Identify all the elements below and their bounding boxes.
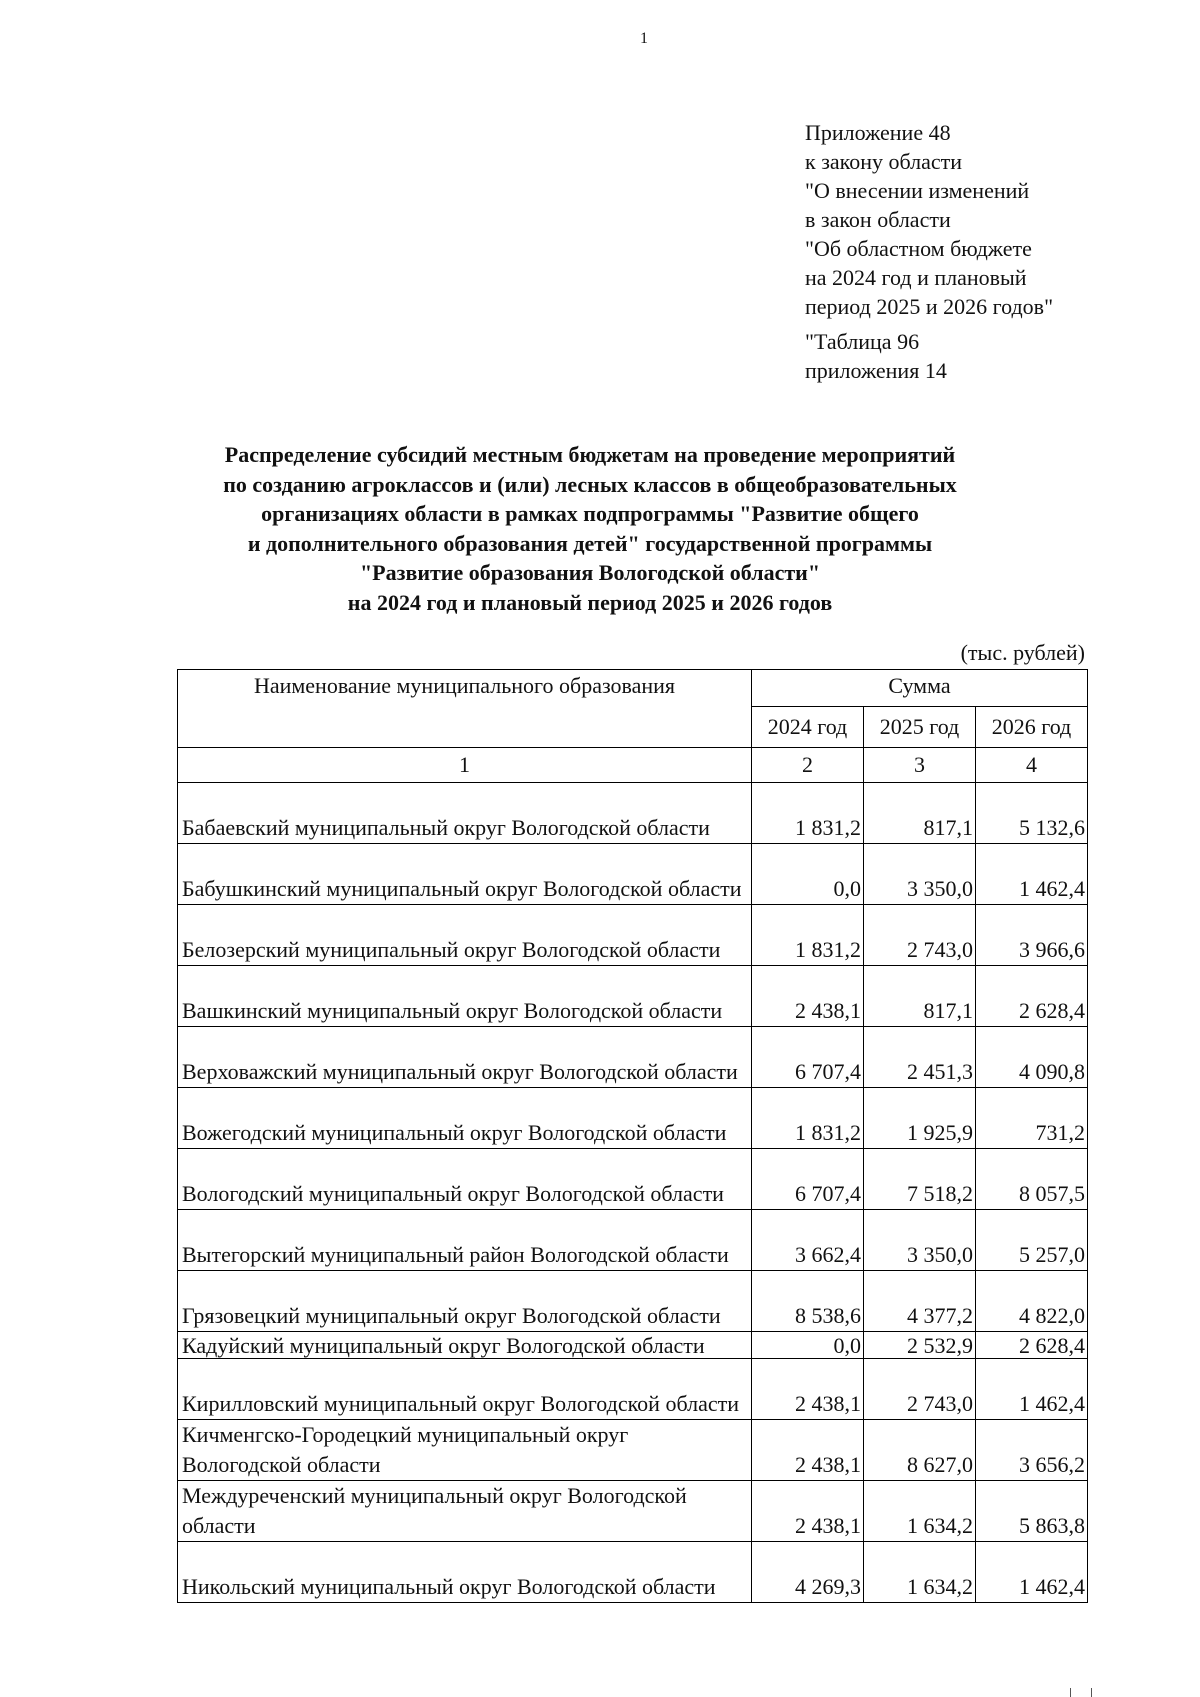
value-2026: 2 628,4 (976, 1332, 1088, 1359)
appendix-line: "О внесении изменений (805, 178, 1030, 203)
value-2025: 817,1 (864, 783, 976, 844)
municipality-name: Кичменгско-Городецкий муниципальный округ Вологодской области (178, 1420, 752, 1481)
value-2025: 8 627,0 (864, 1420, 976, 1481)
value-2025: 3 350,0 (864, 844, 976, 905)
value-2024: 2 438,1 (752, 1359, 864, 1420)
table-reference-line: "Таблица 96 (805, 329, 920, 354)
appendix-line: период 2025 и 2026 годов" (805, 294, 1054, 319)
value-2026: 731,2 (976, 1088, 1088, 1149)
header-year-2026: 2026 год (976, 707, 1088, 748)
value-2026: 1 462,4 (976, 844, 1088, 905)
value-2024: 0,0 (752, 1332, 864, 1359)
value-2025: 7 518,2 (864, 1149, 976, 1210)
value-2024: 1 831,2 (752, 1088, 864, 1149)
value-2025: 817,1 (864, 966, 976, 1027)
value-2025: 2 532,9 (864, 1332, 976, 1359)
value-2025: 2 743,0 (864, 1359, 976, 1420)
value-2025: 4 377,2 (864, 1271, 976, 1332)
municipality-name: Вашкинский муниципальный округ Вологодской области (178, 966, 752, 1027)
value-2025: 3 350,0 (864, 1210, 976, 1271)
value-2025: 1 925,9 (864, 1088, 976, 1149)
municipality-name: Вытегорский муниципальный район Вологодской области (178, 1210, 752, 1271)
value-2024: 1 831,2 (752, 783, 864, 844)
value-2026: 5 257,0 (976, 1210, 1088, 1271)
municipality-name: Грязовецкий муниципальный округ Вологодской области (178, 1271, 752, 1332)
table-row (178, 844, 1088, 905)
appendix-line: "Об областном бюджете (805, 236, 1032, 261)
appendix-line: на 2024 год и плановый (805, 265, 1027, 290)
municipality-name: Бабушкинский муниципальный округ Вологодской области (178, 844, 752, 905)
municipality-name: Никольский муниципальный округ Вологодской области (178, 1542, 752, 1603)
value-2026: 1 462,4 (976, 1359, 1088, 1420)
municipality-name: Белозерский муниципальный округ Вологодской области (178, 905, 752, 966)
value-2026: 4 090,8 (976, 1027, 1088, 1088)
table-reference-line: приложения 14 (805, 358, 947, 383)
table-row (178, 1332, 1088, 1359)
value-2026: 2 628,4 (976, 966, 1088, 1027)
table-row (178, 1027, 1088, 1088)
value-2024: 2 438,1 (752, 1481, 864, 1542)
table-row (178, 1359, 1088, 1420)
appendix-line: в закон области (805, 207, 951, 232)
value-2025: 2 743,0 (864, 905, 976, 966)
table-row (178, 1481, 1088, 1542)
value-2025: 2 451,3 (864, 1027, 976, 1088)
table-row (178, 966, 1088, 1027)
table-row (178, 1210, 1088, 1271)
title-line: Распределение субсидий местным бюджетам на проведение мероприятий (224, 442, 956, 467)
municipality-name: Вологодский муниципальный округ Вологодской области (178, 1149, 752, 1210)
table-row (178, 1542, 1088, 1603)
table-row (178, 1088, 1088, 1149)
municipality-name: Верховажский муниципальный округ Вологодской области (178, 1027, 752, 1088)
value-2026: 5 132,6 (976, 783, 1088, 844)
table-row (178, 1271, 1088, 1332)
column-number: 1 (178, 748, 752, 783)
title-line: организациях области в рамках подпрограммы "Развитие общего (261, 501, 919, 526)
title-line: по созданию агроклассов и (или) лесных классов в общеобразовательных (223, 471, 957, 497)
page-number: 1 (640, 30, 648, 47)
value-2026: 1 462,4 (976, 1542, 1088, 1603)
header-municipality: Наименование муниципального образования (178, 670, 752, 748)
scan-edge-mark (1070, 1688, 1092, 1697)
value-2024: 4 269,3 (752, 1542, 864, 1603)
column-number: 3 (864, 748, 976, 783)
value-2024: 2 438,1 (752, 966, 864, 1027)
title-line: "Развитие образования Вологодской области" (359, 560, 821, 585)
value-2024: 0,0 (752, 844, 864, 905)
municipality-name: Междуреченский муниципальный округ Вологодской области (178, 1481, 752, 1542)
header-year-2025: 2025 год (864, 707, 976, 748)
value-2026: 3 966,6 (976, 905, 1088, 966)
value-2024: 6 707,4 (752, 1027, 864, 1088)
value-2026: 8 057,5 (976, 1149, 1088, 1210)
title-line: на 2024 год и плановый период 2025 и 2026 годов (347, 589, 833, 615)
header-year-2024: 2024 год (752, 707, 864, 748)
table-row (178, 905, 1088, 966)
appendix-line: Приложение 48 (805, 120, 951, 145)
table-row (178, 783, 1088, 844)
value-2024: 8 538,6 (752, 1271, 864, 1332)
appendix-line: к закону области (805, 149, 963, 174)
value-2026: 4 822,0 (976, 1271, 1088, 1332)
value-2026: 5 863,8 (976, 1481, 1088, 1542)
subsidy-table (177, 669, 1088, 1603)
value-2024: 3 662,4 (752, 1210, 864, 1271)
municipality-name: Бабаевский муниципальный округ Вологодской области (178, 783, 752, 844)
document-title (175, 440, 1005, 617)
municipality-name: Вожегодский муниципальный округ Вологодской области (178, 1088, 752, 1149)
units-label: (тыс. рублей) (960, 640, 1085, 665)
value-2024: 1 831,2 (752, 905, 864, 966)
header-sum: Сумма (752, 670, 1088, 707)
value-2025: 1 634,2 (864, 1542, 976, 1603)
table-row (178, 1149, 1088, 1210)
appendix-reference (805, 118, 1053, 385)
value-2026: 3 656,2 (976, 1420, 1088, 1481)
value-2024: 6 707,4 (752, 1149, 864, 1210)
municipality-name: Кирилловский муниципальный округ Вологодской области (178, 1359, 752, 1420)
column-number: 4 (976, 748, 1088, 783)
column-number: 2 (752, 748, 864, 783)
table-row (178, 1420, 1088, 1481)
title-line: и дополнительного образования детей" государственной программы (247, 530, 933, 556)
municipality-name: Кадуйский муниципальный округ Вологодской области (178, 1332, 752, 1359)
value-2025: 1 634,2 (864, 1481, 976, 1542)
value-2024: 2 438,1 (752, 1420, 864, 1481)
